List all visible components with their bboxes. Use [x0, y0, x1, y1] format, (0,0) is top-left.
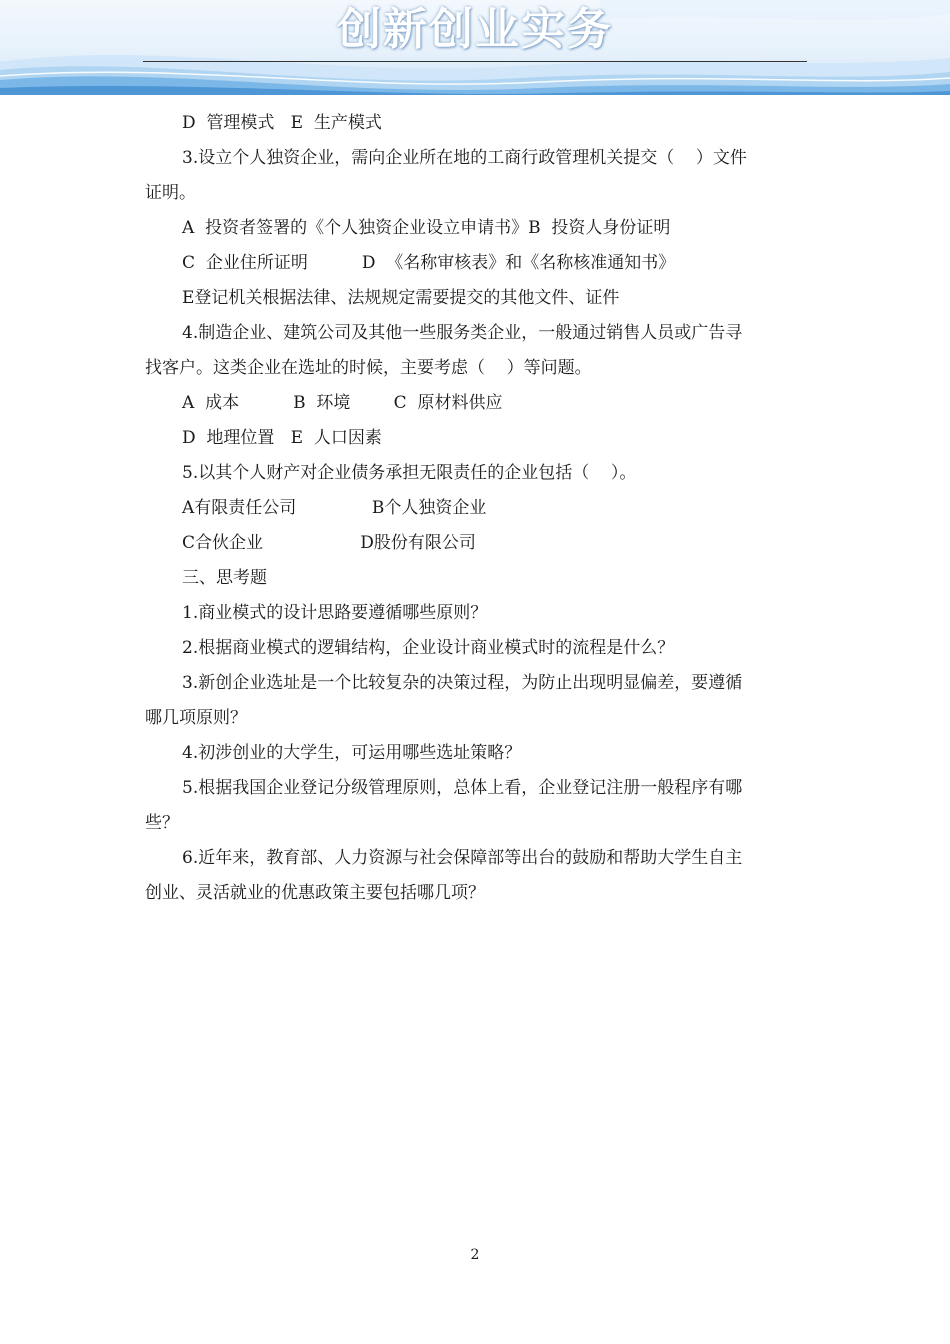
question-line: 6.近年来，教育部、人力资源与社会保障部等出台的鼓励和帮助大学生自主: [182, 848, 743, 868]
option-line: A 成本 B 环境 C 原材料供应: [182, 393, 503, 413]
option-line: A有限责任公司 B个人独资企业: [182, 498, 487, 518]
section-heading: 三、思考题: [182, 568, 267, 588]
question-continuation: 证明。: [145, 183, 196, 203]
option-line: C合伙企业 D股份有限公司: [182, 533, 476, 553]
question-line: 4.初涉创业的大学生，可运用哪些选址策略？: [182, 743, 522, 763]
question-continuation: 创业、灵活就业的优惠政策主要包括哪几项？: [145, 883, 485, 903]
header-divider: [143, 61, 807, 62]
question-line: 1.商业模式的设计思路要遵循哪些原则？: [182, 603, 488, 623]
question-line: 2.根据商业模式的逻辑结构，企业设计商业模式时的流程是什么？: [182, 638, 675, 658]
question-line: 4.制造企业、建筑公司及其他一些服务类企业，一般通过销售人员或广告寻: [182, 323, 743, 343]
option-line: C 企业住所证明 D 《名称审核表》和《名称核准通知书》: [182, 253, 676, 273]
option-line: D 管理模式 E 生产模式: [182, 113, 382, 133]
question-line: 3.设立个人独资企业，需向企业所在地的工商行政管理机关提交（ ）文件: [182, 148, 747, 168]
question-continuation: 哪几项原则？: [145, 708, 247, 728]
header-title: 创新创业实务: [337, 4, 613, 55]
question-line: 5.根据我国企业登记分级管理原则，总体上看，企业登记注册一般程序有哪: [182, 778, 743, 798]
question-line: 3.新创企业选址是一个比较复杂的决策过程，为防止出现明显偏差，要遵循: [182, 673, 743, 693]
question-continuation: 些？: [145, 813, 179, 833]
option-line: A 投资者签署的《个人独资企业设立申请书》B 投资人身份证明: [182, 218, 671, 238]
option-line: D 地理位置 E 人口因素: [182, 428, 382, 448]
question-continuation: 找客户。这类企业在选址的时候，主要考虑（ ）等问题。: [145, 358, 592, 378]
question-line: 5.以其个人财产对企业债务承担无限责任的企业包括（ ）。: [182, 463, 637, 483]
option-line: E登记机关根据法律、法规规定需要提交的其他文件、证件: [182, 288, 620, 308]
document-body: [145, 106, 810, 911]
page-number: 2: [470, 1247, 480, 1263]
page-header: [0, 0, 950, 95]
